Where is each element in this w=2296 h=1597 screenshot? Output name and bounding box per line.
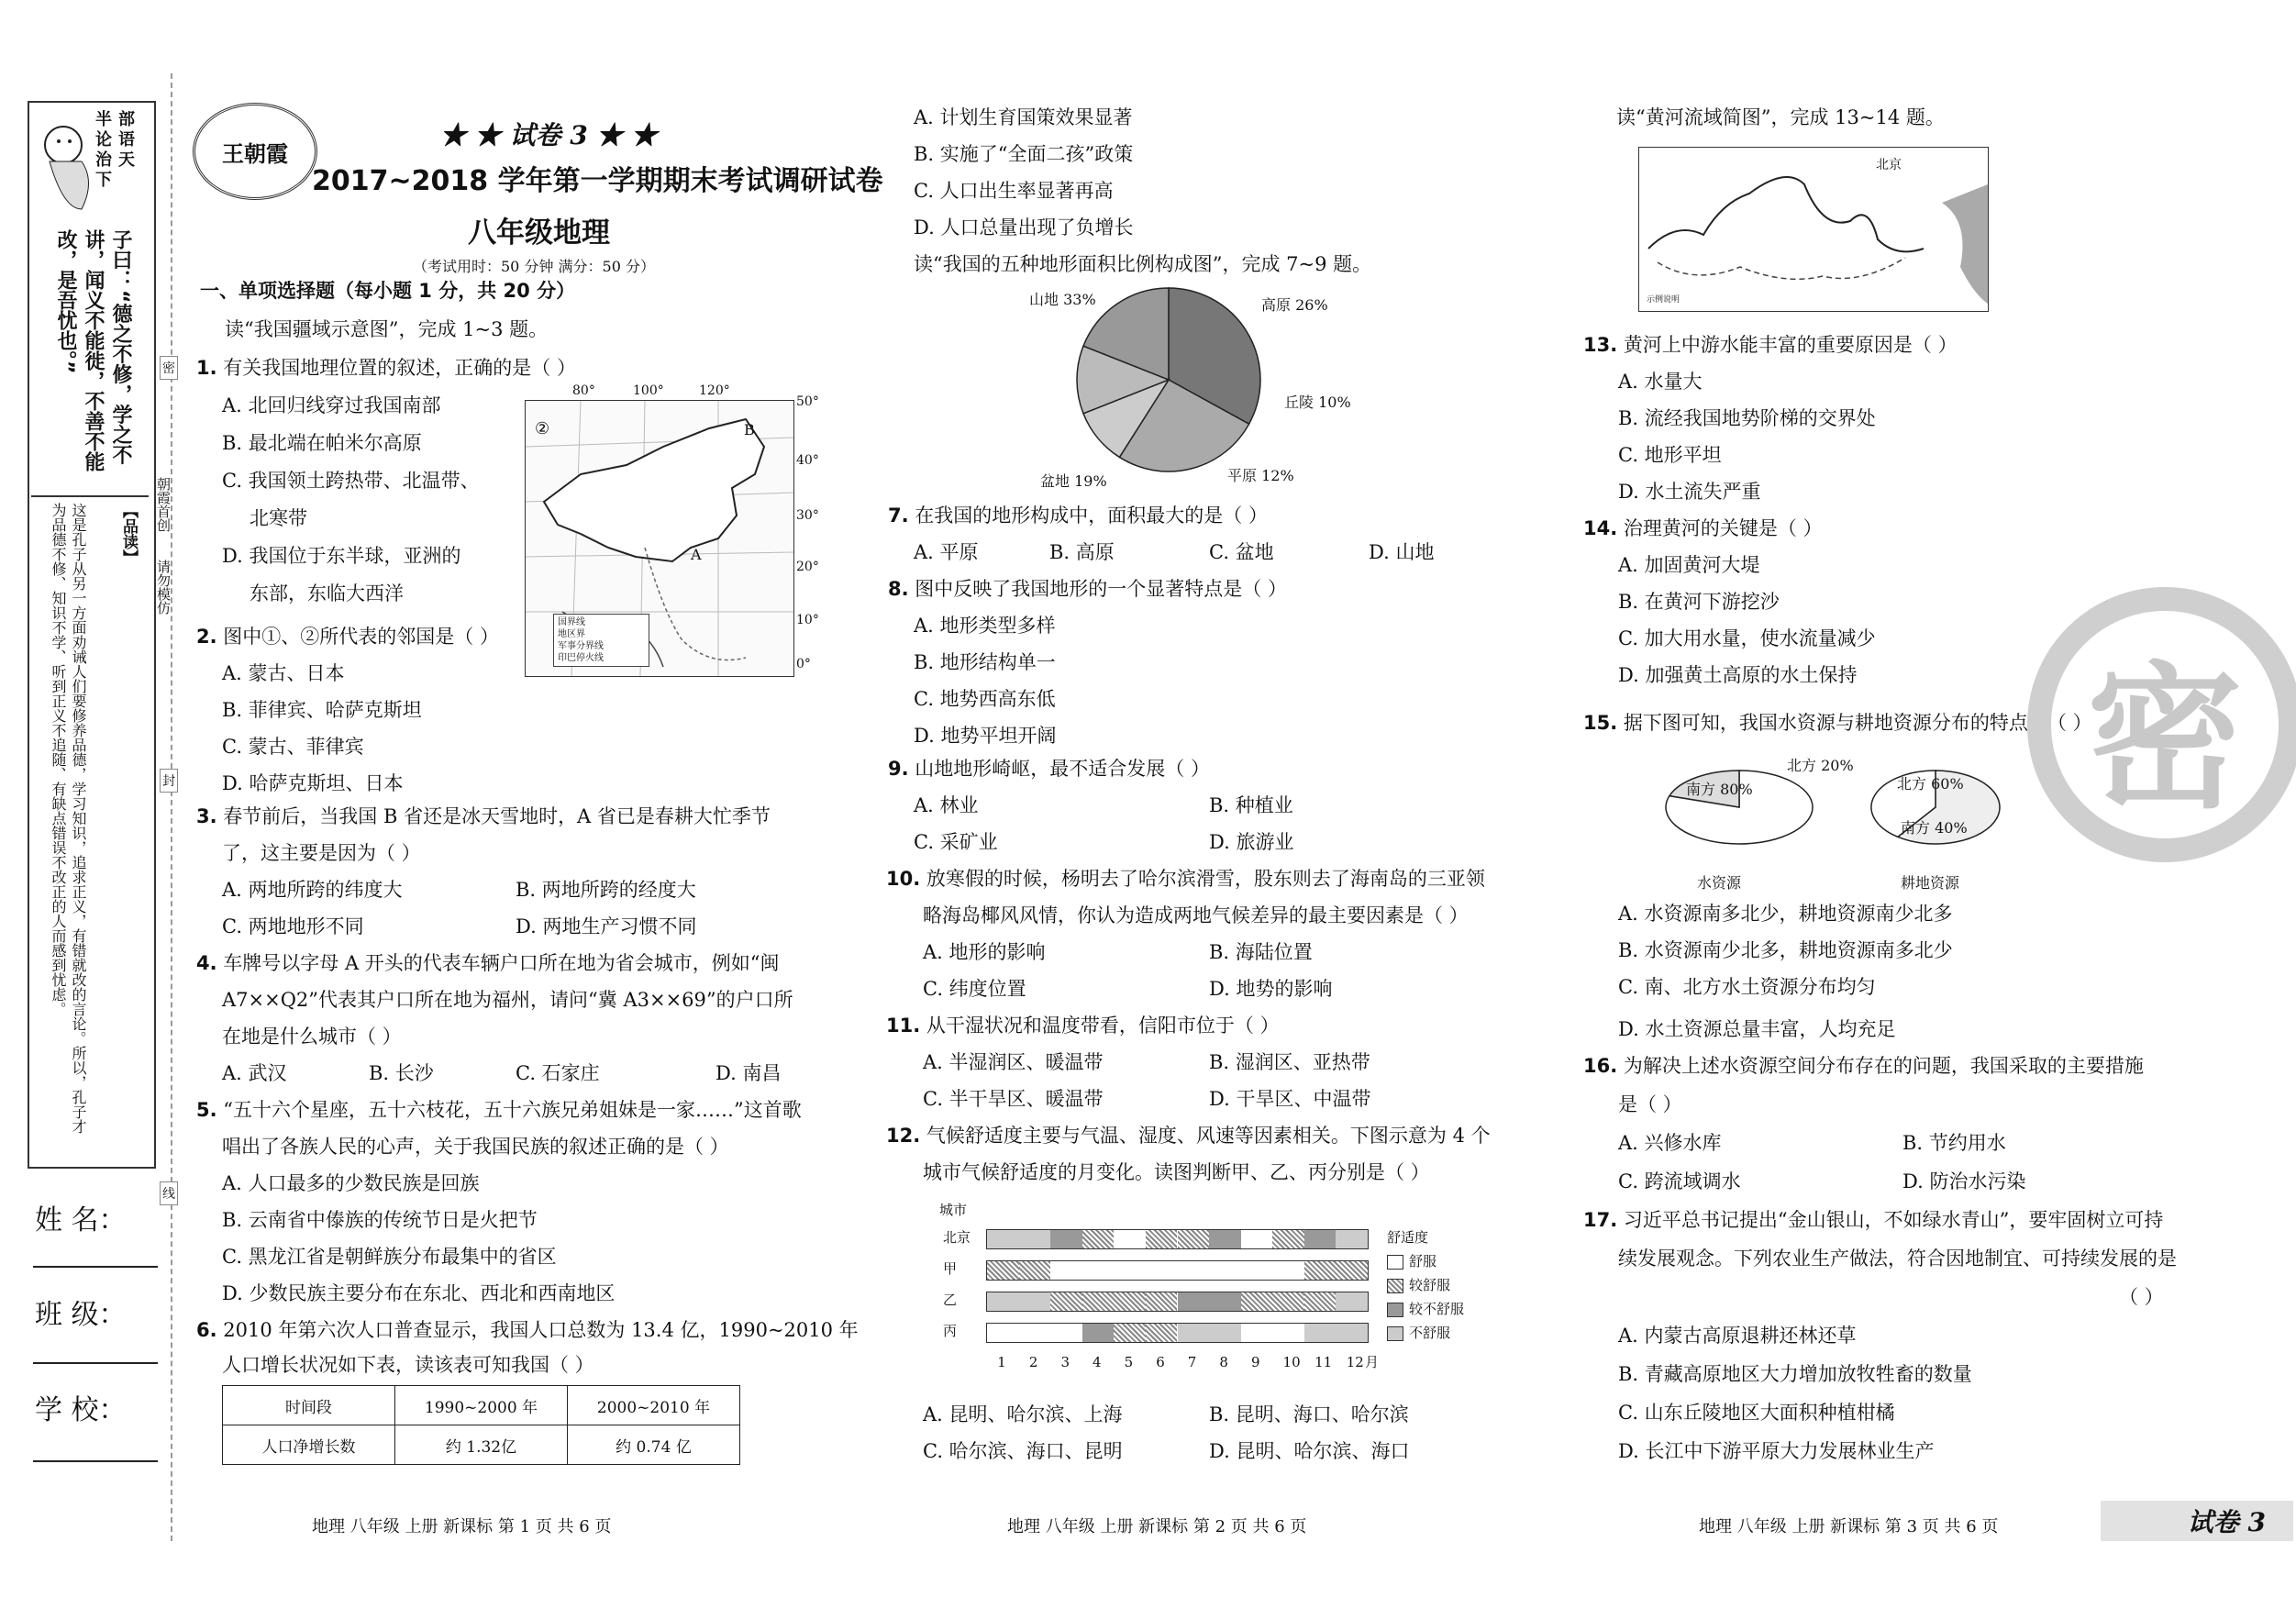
- question-17-paren: （ ）: [2119, 1286, 2164, 1308]
- legend-item: 国界线: [558, 617, 585, 627]
- comfort-cell: [1209, 1292, 1241, 1311]
- q5-option-a[interactable]: A. 人口最多的少数民族是回族: [222, 1172, 480, 1194]
- comfort-cell: [1082, 1261, 1115, 1280]
- q16-option-b[interactable]: B. 节约用水: [1902, 1132, 2006, 1154]
- q10-option-a[interactable]: A. 地形的影响: [923, 941, 1046, 963]
- question-8: 8. 图中反映了我国地形的一个显著特点是（ ）: [888, 578, 1287, 600]
- q10-option-b[interactable]: B. 海陆位置: [1209, 941, 1313, 963]
- comfort-row-label: 北京: [943, 1229, 971, 1246]
- intro-1-3: 读“我国疆域示意图”，完成 1~3 题。: [225, 318, 549, 340]
- side-mark-1: 朝霞首创: [155, 477, 172, 532]
- intro-7-9: 读“我国的五种地形面积比例构成图”，完成 7~9 题。: [914, 253, 1372, 275]
- comfort-cell: [987, 1292, 1019, 1311]
- footer-page-2: 地理 八年级 上册 新课标 第 2 页 共 6 页: [1007, 1517, 1307, 1536]
- map-legend: [553, 614, 649, 667]
- comfort-cell: [1114, 1230, 1146, 1248]
- water-north-label: 北方 20%: [1787, 757, 1854, 774]
- q4-option-a[interactable]: A. 武汉: [222, 1062, 287, 1084]
- subject-title: 八年级地理: [468, 216, 610, 250]
- legend-title: 舒适度: [1387, 1229, 1429, 1246]
- comfort-cell: [1146, 1292, 1178, 1311]
- sidebar-char: 治: [95, 150, 112, 170]
- pie-label-basin: 盆地 19%: [1040, 472, 1107, 490]
- comfort-month-tick: 4: [1093, 1354, 1102, 1370]
- comfort-month-tick: 5: [1124, 1354, 1134, 1370]
- q5-option-b[interactable]: B. 云南省中傣族的传统节日是火把节: [222, 1209, 538, 1231]
- comfort-cell: [1241, 1324, 1273, 1342]
- legend-item: 印巴停火线: [558, 653, 604, 663]
- comfort-cell: [1304, 1292, 1337, 1311]
- q17-option-b[interactable]: B. 青藏高原地区大力增加放牧牲畜的数量: [1618, 1363, 1972, 1385]
- comfort-cell: [1272, 1324, 1304, 1342]
- q8-option-a[interactable]: A. 地形类型多样: [914, 615, 1056, 637]
- sidebar-reading-text: 这是孔子从另一方面劝诫人们要修养品德，学习知识，追求正义，有错就改的言论。所以，孔子才为品德不修、知识不学、听到正义不追随、有缺点错误不改正的人而感到忧虑。: [50, 503, 87, 1134]
- school-field[interactable]: [33, 1460, 158, 1462]
- question-15: 15. 据下图可知，我国水资源与耕地资源分布的特点是（ ）: [1583, 712, 2092, 734]
- seal-char: 线: [160, 1181, 178, 1205]
- q12-option-a[interactable]: A. 昆明、哈尔滨、上海: [923, 1403, 1123, 1425]
- q5-option-c[interactable]: C. 黑龙江省是朝鲜族分布最集中的省区: [222, 1246, 557, 1268]
- lon-100: 100°: [633, 383, 664, 398]
- comfort-month-tick: 7: [1187, 1354, 1197, 1370]
- legend-swatch: [1387, 1255, 1403, 1270]
- seal-line: [171, 73, 172, 1541]
- comfort-cell: [1019, 1292, 1051, 1311]
- q1-option-a[interactable]: A. 北回归线穿过我国南部: [222, 394, 441, 416]
- q17-option-c[interactable]: C. 山东丘陵地区大面积种植柑橘: [1618, 1402, 1895, 1424]
- q1-option-b[interactable]: B. 最北端在帕米尔高原: [222, 432, 422, 454]
- q2-option-c[interactable]: C. 蒙古、菲律宾: [222, 736, 364, 758]
- q15-option-c[interactable]: C. 南、北方水土资源分布均匀: [1618, 976, 1876, 998]
- comfort-row-label: 甲: [943, 1260, 958, 1277]
- question-10: 10. 放寒假的时候，杨明去了哈尔滨滑雪，股东则去了海南岛的三亚领: [886, 868, 1485, 890]
- legend-item-comfortable: 舒服: [1387, 1249, 1464, 1273]
- q11-option-d[interactable]: D. 干旱区、中温带: [1209, 1088, 1371, 1110]
- q11-option-c[interactable]: C. 半干旱区、暖温带: [923, 1088, 1104, 1110]
- q6-option-d[interactable]: D. 人口总量出现了负增长: [914, 216, 1134, 238]
- question-2: 2. 图中①、②所代表的邻国是（ ）: [196, 626, 499, 648]
- question-5-cont: 唱出了各族人民的心声，关于我国民族的叙述正确的是（ ）: [222, 1136, 729, 1158]
- seal-char: 封: [160, 769, 178, 793]
- comfort-cell: [987, 1230, 1019, 1248]
- comfort-cell: [1114, 1261, 1146, 1280]
- legend-item-uncomfortable: 不舒服: [1387, 1321, 1464, 1345]
- comfort-cell: [1082, 1324, 1115, 1342]
- farm-north-label: 北方 60%: [1897, 775, 1964, 793]
- question-16-cont: 是（ ）: [1618, 1093, 1682, 1115]
- q1-option-d-cont: 东部，东临大西洋: [250, 582, 404, 604]
- china-territory-map: [525, 400, 794, 677]
- brand-logo: [193, 103, 317, 200]
- q3-option-c[interactable]: C. 两地地形不同: [222, 915, 364, 937]
- q9-option-b[interactable]: B. 种植业: [1209, 794, 1293, 816]
- q9-option-d[interactable]: D. 旅游业: [1209, 831, 1294, 853]
- sidebar-char: 下: [95, 171, 112, 190]
- q3-option-a[interactable]: A. 两地所跨的纬度大: [222, 879, 403, 901]
- question-16: 16. 为解决上述水资源空间分布存在的问题，我国采取的主要措施: [1583, 1055, 2144, 1077]
- legend-item: 地区界: [558, 629, 585, 639]
- class-field[interactable]: [33, 1362, 158, 1364]
- q11-option-b[interactable]: B. 湿润区、亚热带: [1209, 1051, 1370, 1073]
- comfort-cell: [1178, 1261, 1210, 1280]
- comfort-month-tick: 11: [1314, 1354, 1333, 1370]
- q13-option-b[interactable]: B. 流经我国地势阶梯的交界处: [1618, 407, 1876, 429]
- q16-option-c[interactable]: C. 跨流域调水: [1618, 1170, 1741, 1192]
- table-header: 1990~2000 年: [395, 1386, 568, 1425]
- table-row: [223, 1425, 740, 1465]
- pie-label-hill: 丘陵 10%: [1284, 394, 1351, 411]
- question-3-cont: 了，这主要是因为（ ）: [222, 842, 421, 864]
- sidebar-char: 半: [95, 110, 112, 129]
- question-12-cont: 城市气候舒适度的月变化。读图判断甲、乙、丙分别是（ ）: [923, 1161, 1430, 1183]
- comfort-cell: [1272, 1230, 1304, 1248]
- sidebar-header-chars: [95, 110, 141, 191]
- q8-option-d[interactable]: D. 地势平坦开阔: [914, 725, 1057, 747]
- comfort-cell: [1050, 1230, 1082, 1248]
- q16-option-d[interactable]: D. 防治水污染: [1902, 1170, 2026, 1192]
- table-row: [223, 1386, 740, 1425]
- q13-option-c[interactable]: C. 地形平坦: [1618, 444, 1722, 466]
- q7-option-b[interactable]: B. 高原: [1049, 541, 1115, 563]
- lat-20: 20°: [796, 560, 819, 574]
- q8-option-c[interactable]: C. 地势西高东低: [914, 688, 1056, 710]
- q15-option-a[interactable]: A. 水资源南多北少，耕地资源南少北多: [1618, 903, 1953, 925]
- q14-option-d[interactable]: D. 加强黄土高原的水土保持: [1618, 664, 1858, 686]
- comfort-cell: [1146, 1324, 1178, 1342]
- comfort-legend: [1387, 1225, 1464, 1345]
- q7-option-d[interactable]: D. 山地: [1369, 541, 1435, 563]
- comfort-cell: [1272, 1261, 1304, 1280]
- farm-title: 耕地资源: [1901, 874, 1960, 892]
- table-header: 2000~2010 年: [568, 1386, 740, 1425]
- q12-option-c[interactable]: C. 哈尔滨、海口、昆明: [923, 1440, 1123, 1462]
- comfort-month-tick: 10: [1282, 1354, 1301, 1370]
- lat-50: 50°: [796, 394, 819, 409]
- comfort-month-tick: 6: [1156, 1354, 1165, 1370]
- question-9: 9. 山地地形崎岖，最不适合发展（ ）: [888, 758, 1210, 780]
- yellow-river-map: [1638, 147, 1989, 312]
- water-south-label: 南方 80%: [1686, 781, 1753, 798]
- q8-option-b[interactable]: B. 地形结构单一: [914, 651, 1056, 673]
- comfort-row: [986, 1292, 1369, 1312]
- q15-option-d[interactable]: D. 水土资源总量丰富，人均充足: [1618, 1018, 1896, 1040]
- q12-option-b[interactable]: B. 昆明、海口、哈尔滨: [1209, 1403, 1409, 1425]
- comfort-cell: [1178, 1230, 1210, 1248]
- name-field[interactable]: [33, 1266, 158, 1268]
- comfort-cell: [1209, 1230, 1241, 1248]
- q6-option-c[interactable]: C. 人口出生率显著再高: [914, 180, 1114, 202]
- legend-swatch: [1387, 1326, 1403, 1341]
- comfort-row: [986, 1260, 1369, 1281]
- question-14: 14. 治理黄河的关键是（ ）: [1583, 517, 1823, 539]
- school-label: 学 校：: [35, 1394, 127, 1426]
- q14-option-a[interactable]: A. 加固黄河大堤: [1618, 554, 1760, 576]
- map-city-beijing: 北京: [1876, 158, 1902, 172]
- comfort-cell: [1272, 1292, 1304, 1311]
- q13-option-d[interactable]: D. 水土流失严重: [1618, 481, 1761, 503]
- sidebar-reading-label: 【品读】: [119, 503, 138, 565]
- farm-south-label: 南方 40%: [1901, 819, 1968, 837]
- sidebar-char: 天: [118, 150, 135, 170]
- sidebar-quote: 子曰：“德之不修，学之不讲，闻义不能徙，不善不能改，是吾忧也。”: [54, 229, 132, 471]
- question-17-cont: 续发展观念。下列农业生产做法，符合因地制宜、可持续发展的是: [1618, 1248, 2177, 1270]
- question-10-cont: 略海岛椰风风情，你认为造成两地气候差异的最主要因素是（ ）: [923, 904, 1469, 926]
- comfort-cell: [1114, 1292, 1146, 1311]
- q13-option-a[interactable]: A. 水量大: [1618, 371, 1703, 393]
- q14-option-b[interactable]: B. 在黄河下游挖沙: [1618, 591, 1780, 613]
- question-12: 12. 气候舒适度主要与气温、湿度、风速等因素相关。下图示意为 4 个: [886, 1125, 1491, 1147]
- map-marker-a: A: [691, 546, 702, 563]
- sidebar-char: 论: [95, 130, 112, 150]
- river-outline-icon: [1639, 148, 1988, 311]
- comfort-cell: [1336, 1230, 1368, 1248]
- comfort-month-tick: 3: [1060, 1354, 1070, 1370]
- q1-option-d[interactable]: D. 我国位于东半球，亚洲的: [222, 545, 461, 567]
- q1-option-c-cont: 北寒带: [250, 507, 307, 529]
- table-cell: 约 0.74 亿: [568, 1425, 740, 1465]
- table-cell: 约 1.32亿: [395, 1425, 568, 1465]
- population-table: [222, 1385, 740, 1465]
- map2-legend: 示例说明: [1647, 295, 1680, 305]
- q2-option-a[interactable]: A. 蒙古、日本: [222, 662, 345, 684]
- question-17: 17. 习近平总书记提出“金山银山，不如绿水青山”，要牢固树立可持: [1583, 1209, 2164, 1231]
- comfort-ylabel: 城市: [939, 1202, 968, 1218]
- brand-name: 王朝霞: [222, 139, 288, 167]
- confidential-seal-icon: [2027, 587, 2296, 862]
- name-label: 姓 名：: [35, 1204, 127, 1237]
- comfort-cell: [987, 1324, 1019, 1342]
- sidebar-divider: [31, 495, 149, 497]
- comfort-cell: [1050, 1292, 1082, 1311]
- q7-option-c[interactable]: C. 盆地: [1209, 541, 1274, 563]
- comfort-month-tick: 12: [1346, 1354, 1364, 1370]
- intro-13-14: 读“黄河流域简图”，完成 13~14 题。: [1616, 106, 1945, 128]
- question-7: 7. 在我国的地形构成中，面积最大的是（ ）: [888, 505, 1268, 527]
- comfort-cell: [1178, 1324, 1210, 1342]
- comfort-cell: [1304, 1261, 1337, 1280]
- comfort-cell: [1241, 1230, 1273, 1248]
- pie-label-mountain: 山地 33%: [1029, 291, 1096, 308]
- q6-option-b[interactable]: B. 实施了“全面二孩”政策: [914, 143, 1134, 165]
- lat-0: 0°: [796, 657, 811, 671]
- q12-option-d[interactable]: D. 昆明、哈尔滨、海口: [1209, 1440, 1410, 1462]
- sidebar-char: 语: [118, 130, 135, 150]
- legend-item: 军事分界线: [558, 641, 604, 651]
- q4-option-b[interactable]: B. 长沙: [369, 1062, 434, 1084]
- q5-option-d[interactable]: D. 少数民族主要分布在东北、西北和西南地区: [222, 1282, 616, 1304]
- exam-title: 2017~2018 学年第一学期期末考试调研试卷: [312, 165, 883, 197]
- q15-option-b[interactable]: B. 水资源南少北多，耕地资源南多北少: [1618, 939, 1953, 961]
- comfort-xlabel: 月: [1365, 1354, 1380, 1370]
- comfort-cell: [1050, 1261, 1082, 1280]
- exam-info: （考试用时：50 分钟 满分：50 分）: [413, 258, 655, 275]
- comfort-month-tick: 2: [1028, 1354, 1038, 1370]
- comfort-cell: [1336, 1261, 1368, 1280]
- footer-page-3: 地理 八年级 上册 新课标 第 3 页 共 6 页: [1699, 1517, 1999, 1536]
- watermark-char: 密: [2086, 648, 2243, 830]
- comfort-cell: [1114, 1324, 1146, 1342]
- question-6-cont: 人口增长状况如下表，读该表可知我国（ ）: [222, 1354, 594, 1376]
- q2-option-b[interactable]: B. 菲律宾、哈萨克斯坦: [222, 699, 422, 721]
- q4-option-c[interactable]: C. 石家庄: [516, 1062, 600, 1084]
- lon-120: 120°: [699, 383, 730, 398]
- q17-option-d[interactable]: D. 长江中下游平原大力发展林业生产: [1618, 1440, 1935, 1462]
- q16-option-a[interactable]: A. 兴修水库: [1618, 1132, 1722, 1154]
- comfort-cell: [1209, 1324, 1241, 1342]
- legend-item-fairly-comfortable: 较舒服: [1387, 1273, 1464, 1297]
- q14-option-c[interactable]: C. 加大用水量，使水流量减少: [1618, 627, 1876, 649]
- map-marker-b: B: [744, 421, 755, 438]
- q9-option-c[interactable]: C. 采矿业: [914, 831, 998, 853]
- comfort-cell: [1019, 1230, 1051, 1248]
- comfort-row-label: 丙: [943, 1323, 958, 1339]
- comfort-month-tick: 8: [1219, 1354, 1228, 1370]
- q3-option-b[interactable]: B. 两地所跨的经度大: [516, 879, 696, 901]
- comfort-cell: [1019, 1324, 1051, 1342]
- question-13: 13. 黄河上中游水能丰富的重要原因是（ ）: [1583, 334, 1958, 356]
- question-4-cont2: 在地是什么城市（ ）: [222, 1026, 402, 1048]
- comfort-cell: [1146, 1261, 1178, 1280]
- section-title: 一、单项选择题（每小题 1 分，共 20 分）: [200, 280, 576, 302]
- question-5: 5. “五十六个星座，五十六枝花，五十六族兄弟姐妹是一家……”这首歌: [196, 1099, 802, 1121]
- comfort-month-tick: 1: [997, 1354, 1006, 1370]
- comfort-month-tick: 9: [1250, 1354, 1260, 1370]
- table-header: 时间段: [223, 1386, 395, 1425]
- comfort-cell: [1336, 1292, 1368, 1311]
- comfort-row: [986, 1323, 1369, 1343]
- map-marker-2: ②: [535, 419, 550, 438]
- class-label: 班 级：: [35, 1299, 127, 1331]
- q9-option-a[interactable]: A. 林业: [914, 794, 979, 816]
- legend-swatch: [1387, 1279, 1403, 1293]
- table-cell: 人口净增长数: [223, 1425, 395, 1465]
- question-4-cont: A7××Q2”代表其户口所在地为福州，请问“冀 A3××69”的户口所: [222, 989, 793, 1011]
- comfort-cell: [1241, 1261, 1273, 1280]
- q11-option-a[interactable]: A. 半湿润区、暖温带: [923, 1051, 1104, 1073]
- pie-label-plateau: 高原 26%: [1261, 296, 1328, 314]
- comfort-cell: [1050, 1324, 1082, 1342]
- comfort-cell: [1304, 1324, 1337, 1342]
- question-1: 1. 有关我国地理位置的叙述，正确的是（ ）: [196, 357, 576, 379]
- paper-badge-text: 试卷 3: [2187, 1507, 2266, 1537]
- comfort-cell: [987, 1261, 1019, 1280]
- q4-option-d[interactable]: D. 南昌: [715, 1062, 782, 1084]
- comfort-cell: [1209, 1261, 1241, 1280]
- q3-option-d[interactable]: D. 两地生产习惯不同: [516, 915, 697, 937]
- comfort-cell: [1241, 1292, 1273, 1311]
- comfort-cell: [1146, 1230, 1178, 1248]
- paper-tag: ★ ★ 试卷 3 ★ ★: [440, 120, 658, 150]
- q10-option-d[interactable]: D. 地势的影响: [1209, 978, 1333, 1000]
- q6-option-a[interactable]: A. 计划生育国策效果显著: [914, 106, 1133, 128]
- question-3: 3. 春节前后，当我国 B 省还是冰天雪地时，A 省已是春耕大忙季节: [196, 805, 771, 827]
- lat-30: 30°: [796, 508, 819, 523]
- legend-item-fairly-uncomfortable: 较不舒服: [1387, 1297, 1464, 1321]
- question-6: 6. 2010 年第六次人口普查显示，我国人口总数为 13.4 亿，1990~2010 年: [196, 1319, 859, 1341]
- comfort-cell: [1336, 1324, 1368, 1342]
- water-title: 水资源: [1697, 874, 1742, 892]
- q2-option-d[interactable]: D. 哈萨克斯坦、日本: [222, 772, 404, 794]
- q7-option-a[interactable]: A. 平原: [914, 541, 979, 563]
- seal-char: 密: [160, 356, 178, 380]
- paper-badge: [2101, 1501, 2293, 1541]
- comfort-row: [986, 1229, 1369, 1249]
- comfort-row-label: 乙: [943, 1292, 958, 1308]
- q10-option-c[interactable]: C. 纬度位置: [923, 978, 1026, 1000]
- comfort-cell: [1178, 1292, 1210, 1311]
- lat-40: 40°: [796, 453, 819, 468]
- legend-swatch: [1387, 1303, 1403, 1317]
- footer-page-1: 地理 八年级 上册 新课标 第 1 页 共 6 页: [312, 1517, 612, 1536]
- comfort-cell: [1082, 1292, 1115, 1311]
- terrain-pie-chart: [1071, 283, 1266, 477]
- lat-10: 10°: [796, 613, 819, 627]
- sidebar-char: 部: [118, 110, 135, 129]
- comfort-cell: [1082, 1230, 1115, 1248]
- comfort-cell: [1019, 1261, 1051, 1280]
- lon-80: 80°: [572, 383, 595, 398]
- farmland-resource-pie: [1862, 752, 2009, 871]
- question-4: 4. 车牌号以字母 A 开头的代表车辆户口所在地为省会城市，例如“闽: [196, 952, 780, 974]
- pie-label-plain: 平原 12%: [1227, 467, 1294, 484]
- q17-option-a[interactable]: A. 内蒙古高原退耕还林还草: [1618, 1325, 1857, 1347]
- q1-option-c[interactable]: C. 我国领土跨热带、北温带、: [222, 470, 480, 492]
- comfort-cell: [1304, 1230, 1337, 1248]
- question-11: 11. 从干湿状况和温度带看，信阳市位于（ ）: [886, 1015, 1280, 1037]
- side-mark-2: 请勿模仿: [155, 560, 172, 615]
